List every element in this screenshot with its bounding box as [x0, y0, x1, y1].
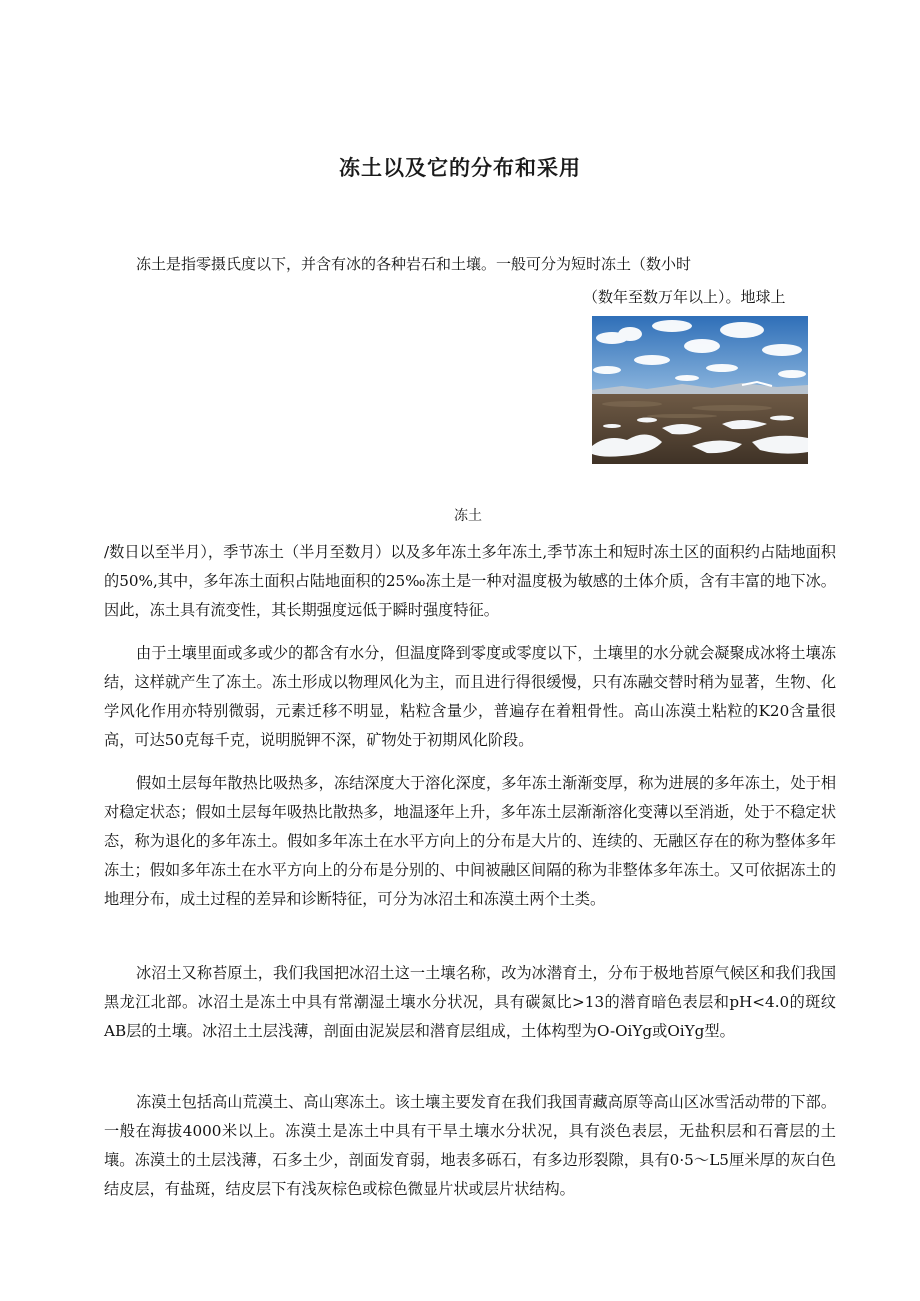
intro-line-1: 冻土是指零摄氏度以下，并含有冰的各种岩石和土壤。一般可分为短时冻土（数小时 — [136, 255, 692, 273]
intro-line-2: （数年至数万年以上）。地球上 — [583, 288, 786, 306]
paragraph-4: 冰沼土又称苔原土，我们我国把冰沼土这一土壤名称，改为冰潜育土，分布于极地苔原气候区和我们我国黑龙江北部。冰沼土是冻土中具有常潮湿土壤水分状况，具有碳氮比>13的潜育暗色表层和pH<4.0的斑纹AB层的土壤。冰沼土土层浅薄，剖面由泥炭层和潜育层组成，土体构型为O-OiYg或OiYg型。 — [104, 964, 836, 1040]
permafrost-landscape-image — [592, 316, 808, 464]
paragraph-2: 由于土壤里面或多或少的都含有水分，但温度降到零度或零度以下，土壤里的水分就会凝聚成冰将土壤冻结，这样就产生了冻土。冻土形成以物理风化为主，而且进行得很缓慢，只有冻融交替时稍为显著，生物、化学风化作用亦特别微弱，元素迁移不明显，粘粒含量少，普遍存在着粗骨性。高山冻漠土粘粒的K20含量很高，可达50克每千克，说明脱钾不深，矿物处于初期风化阶段。 — [104, 644, 836, 749]
paragraph-3: 假如土层每年散热比吸热多，冻结深度大于溶化深度，多年冻土渐渐变厚，称为进展的多年冻土，处于相对稳定状态；假如土层每年吸热比散热多，地温逐年上升，多年冻土层渐渐溶化变薄以至消逝，处于不稳定状态，称为退化的多年冻土。假如多年冻土在水平方向上的分布是大片的、连续的、无融区存在的称为整体多年冻土；假如多年冻土在水平方向上的分布是分别的、中间被融区间隔的称为非整体多年冻土。又可依据冻土的地理分布，成土过程的差异和诊断特征，可分为冰沼土和冻漠土两个土类。 — [104, 774, 836, 908]
figure-caption: 冻土 — [454, 508, 482, 524]
permafrost-photo — [592, 316, 808, 464]
paragraph-1: /数日以至半月），季节冻土（半月至数月）以及多年冻土多年冻土,季节冻土和短时冻土区的面积约占陆地面积的50%,其中，多年冻土面积占陆地面积的25‰冻土是一种对温度极为敏感的土体介质，含有丰富的地下冰。因此，冻土具有流变性，其长期强度远低于瞬时强度特征。 — [104, 543, 836, 619]
page-title: 冻土以及它的分布和采用 — [339, 156, 581, 180]
paragraph-5: 冻漠土包括高山荒漠土、高山寒冻土。该土壤主要发育在我们我国青藏高原等高山区冰雪活动带的下部。一般在海拔4000米以上。冻漠土是冻土中具有干旱土壤水分状况，具有淡色表层，无盐积层和石膏层的土壤。冻漠土的土层浅薄，石多土少，剖面发育弱，地表多砾石，有多边形裂隙，具有0·5～L5厘米厚的灰白色结皮层，有盐斑，结皮层下有浅灰棕色或棕色微显片状或层片状结构。 — [104, 1093, 836, 1198]
